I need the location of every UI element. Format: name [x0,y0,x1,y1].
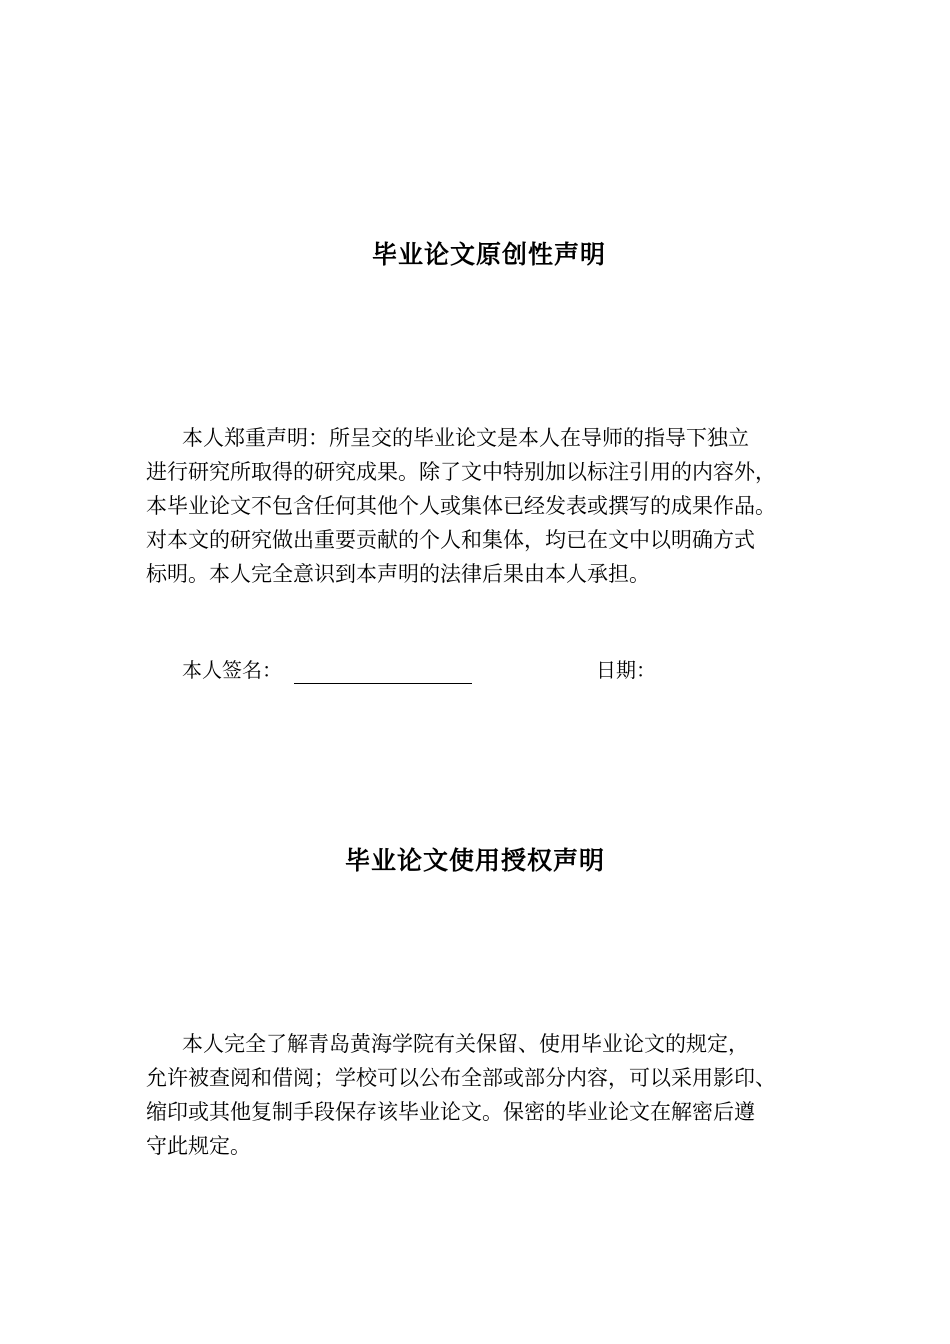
body-line: 允许被查阅和借阅；学校可以公布全部或部分内容，可以采用影印、 [146,1066,776,1090]
signature-label: 本人签名： [182,658,282,682]
body-line: 本人郑重声明：所呈交的毕业论文是本人在导师的指导下独立 [182,426,749,450]
body-line: 进行研究所取得的研究成果。除了文中特别加以标注引用的内容外， [146,460,776,484]
originality-statement-title: 毕业论文原创性声明 [371,240,606,269]
body-line: 标明。本人完全意识到本声明的法律后果由本人承担。 [146,562,650,586]
body-line: 本人完全了解青岛黄海学院有关保留、使用毕业论文的规定， [182,1032,749,1056]
body-line: 守此规定。 [146,1134,251,1158]
body-line: 本毕业论文不包含任何其他个人或集体已经发表或撰写的成果作品。 [146,494,776,518]
authorization-statement-body [146,1027,816,1163]
body-line: 缩印或其他复制手段保存该毕业论文。保密的毕业论文在解密后遵 [146,1100,755,1124]
authorization-statement-title: 毕业论文使用授权声明 [344,846,605,875]
body-line: 对本文的研究做出重要贡献的个人和集体，均已在文中以明确方式 [146,528,755,552]
signature-field[interactable] [294,683,472,684]
date-label: 日期： [596,658,656,682]
originality-statement-body [146,421,816,591]
